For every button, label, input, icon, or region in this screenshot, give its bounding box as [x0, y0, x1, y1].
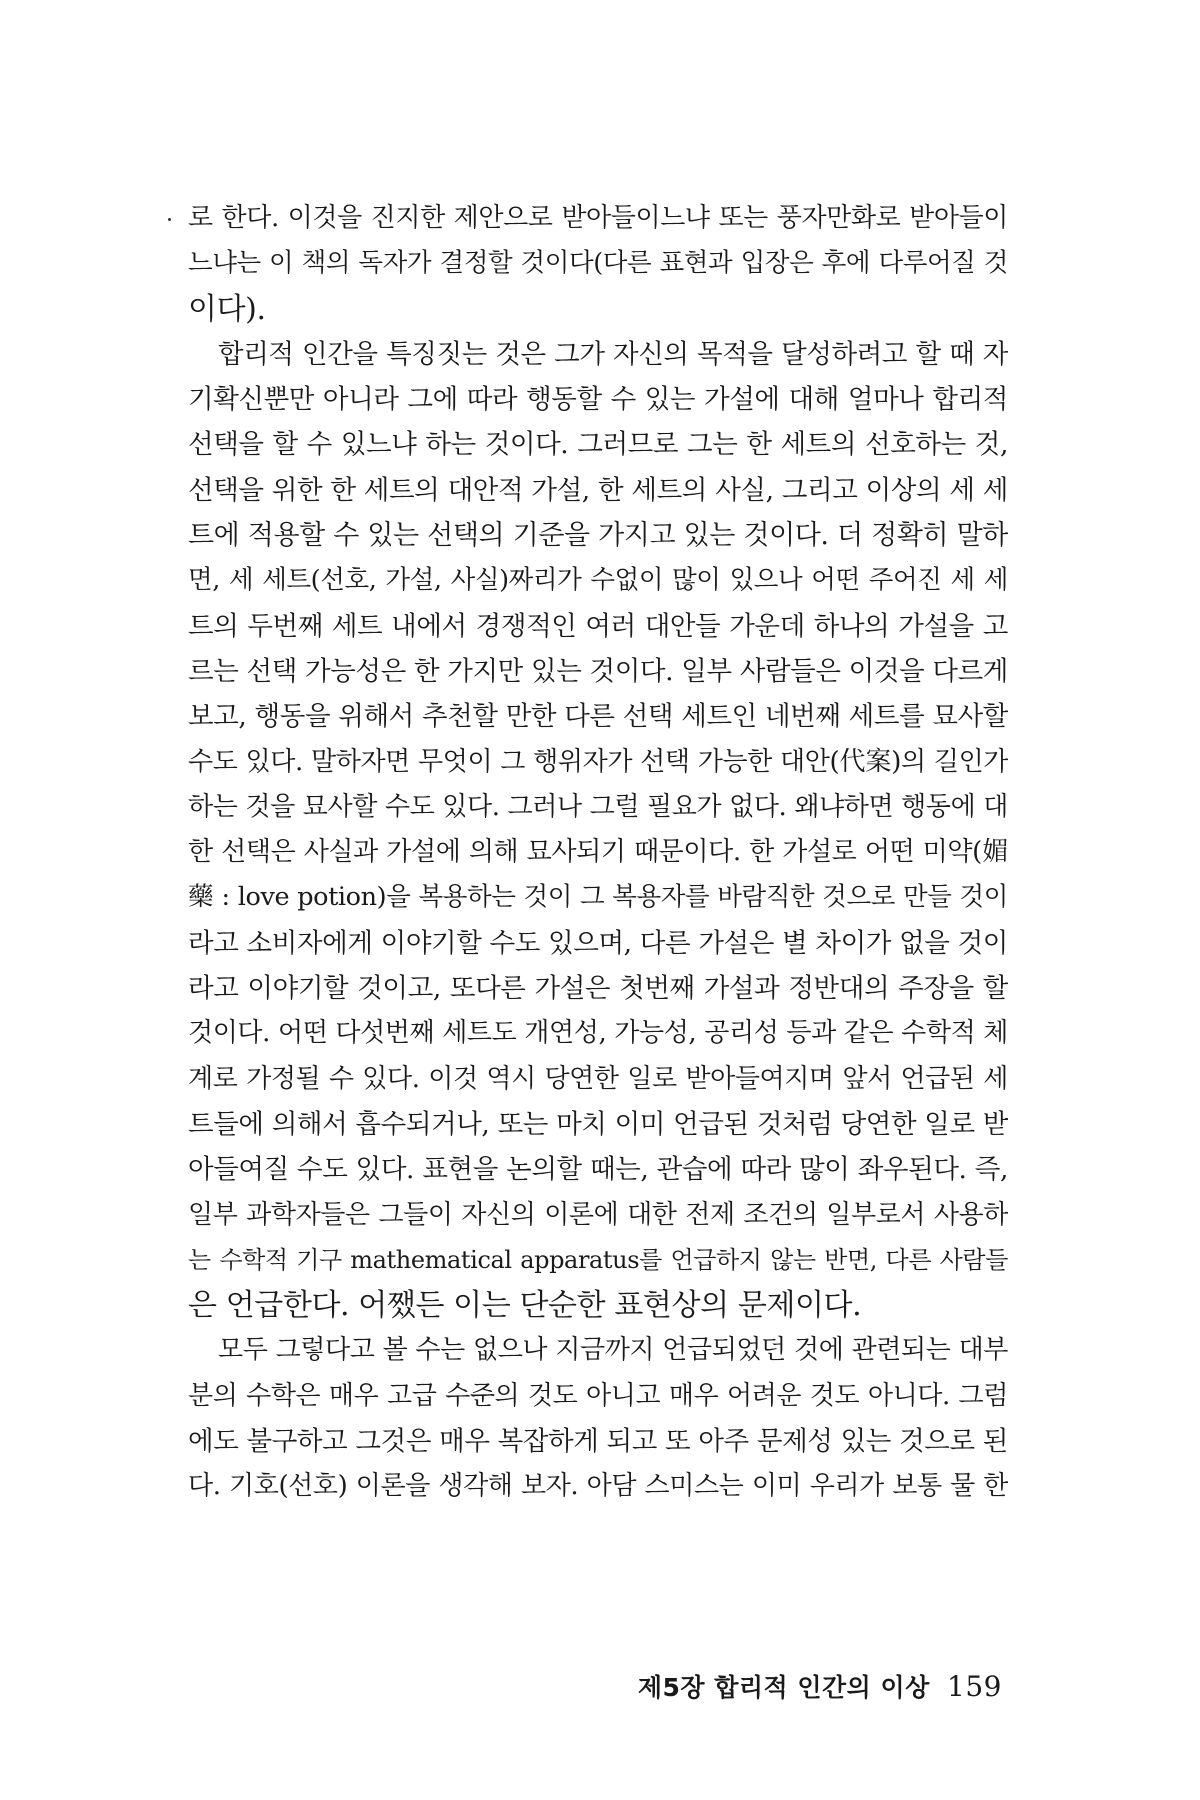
text-line: 라고 소비자에게 이야기할 수도 있으며, 다른 가설은 별 차이가 없을 것이: [188, 927, 1008, 959]
text-line: 일부 과학자들은 그들이 자신의 이론에 대한 전제 조건의 일부로서 사용하: [188, 1199, 1008, 1230]
text-line: 선택을 위한 한 세트의 대안적 가설, 한 세트의 사실, 그리고 이상의 세 세: [188, 474, 1008, 506]
text-line: 은 언급한다. 어쨌든 이는 단순한 표현상의 문제이다.: [188, 1288, 862, 1324]
margin-mark: [168, 218, 171, 221]
text-line: 기확신뿐만 아니라 그에 따라 행동할 수 있는 가설에 대해 얼마나 합리적: [188, 384, 1008, 416]
text-line: 합리적 인간을 특징짓는 것은 그가 자신의 목적을 달성하려고 할 때 자: [218, 338, 1008, 370]
page-number: 159: [947, 1670, 1002, 1703]
text-line: 로 한다. 이것을 진지한 제안으로 받아들이느냐 또는 풍자만화로 받아들이: [188, 203, 1008, 233]
running-footer: [638, 1668, 1002, 1704]
text-line: 하는 것을 묘사할 수도 있다. 그러나 그럴 필요가 없다. 왜냐하면 행동에 대: [188, 791, 1008, 822]
text-line: 면, 세 세트(선호, 가설, 사실)짜리가 수없이 많이 있으나 어떤 주어진 세 세: [188, 565, 1008, 596]
text-line: 선택을 할 수 있느냐 하는 것이다. 그러므로 그는 한 세트의 선호하는 것,: [188, 429, 1008, 461]
text-line: 이다).: [188, 291, 266, 327]
text-line: 다. 기호(선호) 이론을 생각해 보자. 아담 스미스는 이미 우리가 보통 물 한: [188, 1471, 1008, 1502]
text-line: 라고 이야기할 것이고, 또다른 가설은 첫번째 가설과 정반대의 주장을 할: [188, 973, 1008, 1005]
text-line: 트에 적용할 수 있는 선택의 기준을 가지고 있는 것이다. 더 정확히 말하: [188, 520, 1008, 552]
body-text: [188, 196, 1008, 1510]
text-line: 분의 수학은 매우 고급 수준의 것도 아니고 매우 어려운 것도 아니다. 그럼: [188, 1380, 1008, 1411]
text-line: 모두 그렇다고 볼 수는 없으나 지금까지 언급되었던 것에 관련되는 대부: [218, 1335, 1008, 1366]
text-line: 르는 선택 가능성은 한 가지만 있는 것이다. 일부 사람들은 이것을 다르게: [188, 655, 1008, 687]
text-line: 藥 : love potion)을 복용하는 것이 그 복용자를 바람직한 것으로 만들 것이: [188, 882, 1008, 913]
chapter-title: 제5장 합리적 인간의 이상: [637, 1673, 930, 1702]
text-line: 트들에 의해서 흡수되거나, 또는 마치 이미 언급된 것처럼 당연한 일로 받: [188, 1108, 1008, 1140]
text-line: 것이다. 어떤 다섯번째 세트도 개연성, 가능성, 공리성 등과 같은 수학적 체: [188, 1018, 1008, 1049]
text-line: 한 선택은 사실과 가설에 의해 묘사되기 때문이다. 한 가설로 어떤 미약(媚: [188, 837, 1008, 868]
text-line: 에도 불구하고 그것은 매우 복잡하게 되고 또 아주 문제성 있는 것으로 된: [188, 1426, 1008, 1458]
text-line: 아들여질 수도 있다. 표현을 논의할 때는, 관습에 따라 많이 좌우된다. 즉,: [188, 1154, 1008, 1186]
text-line: 느냐는 이 책의 독자가 결정할 것이다(다른 표현과 입장은 후에 다루어질 것: [188, 248, 1008, 279]
text-line: 보고, 행동을 위해서 추천할 만한 다른 선택 세트인 네번째 세트를 묘사할: [188, 701, 1008, 733]
text-line: 는 수학적 기구 mathematical apparatus를 언급하지 않는 반면, 다른 사람들: [188, 1245, 1008, 1274]
text-line: 트의 두번째 세트 내에서 경쟁적인 여러 대안들 가운데 하나의 가설을 고: [188, 610, 1008, 642]
text-line: 계로 가정될 수 있다. 이것 역시 당연한 일로 받아들여지며 앞서 언급된 세: [188, 1063, 1008, 1094]
text-line: 수도 있다. 말하자면 무엇이 그 행위자가 선택 가능한 대안(代案)의 길인가: [188, 746, 1008, 777]
